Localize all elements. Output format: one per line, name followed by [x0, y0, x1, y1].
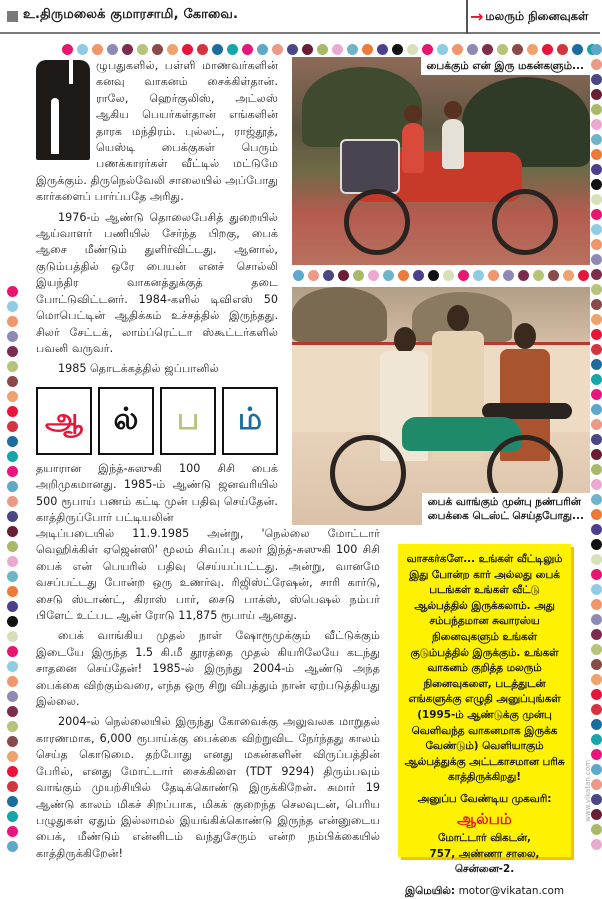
page-header: [0, 0, 600, 34]
article-intro: ழுபதுகளில், பள்ளி மாணவர்களின் கனவு வாகனம் சைக்கிள்தான். ராலே, ஹெர்குலிஸ், அட்லஸ் ஆகிய பெயர்கள்தான் எங்களின் தாரக மந்திரம். புல்லட், ராஜ்தூத், யெஸ்டி பைக்குகள் பெரும் பணக்காரர்கள் வீட்டில் மட்டுமே இருக்கும். திருநெல்வேலி சாலையில் அப்போது கார்களைப் பார்ப்பதே அரிது.: [36, 59, 278, 204]
decorative-dot: [7, 676, 18, 687]
decorative-dot: [591, 554, 602, 565]
decorative-dot: [152, 44, 163, 55]
decorative-dot: [7, 556, 18, 567]
decorative-dot: [591, 164, 602, 175]
decorative-dot: [591, 524, 602, 535]
photo-caption: பைக்கும் என் இரு மகன்களும்...: [421, 57, 591, 75]
decorative-dot: [591, 794, 602, 805]
decorative-dot: [482, 44, 493, 55]
decorative-dot: [591, 539, 602, 550]
decorative-dot: [591, 569, 602, 580]
decorative-dot: [467, 44, 478, 55]
decorative-dot: [323, 270, 334, 281]
decorative-dot: [383, 270, 394, 281]
author-byline: உ.திருமலைக் குமாரசாமி, கோவை.: [23, 7, 239, 22]
header-divider: [466, 0, 468, 34]
decorative-dot: [422, 44, 433, 55]
photo-caption-line: பைக்கை டெஸ்ட் செய்தபோது...: [427, 510, 584, 522]
decorative-dot: [227, 44, 238, 55]
photo-caption-line: பைக் வாங்கும் முன்பு நண்பரின்: [427, 496, 581, 508]
article-paragraph-4: பைக் வாங்கிய முதல் நாள் ஷோரூமுக்கும் வீட்டுக்கும் இடையே இருந்த 1.5 கி.மீ தூரத்தை முதல் கியரிலேயே கடந்து சாதனை செய்தேன்! 1985-ல் இருந்து 2004-ம் ஆண்டு அந்த பைக்கை விற்கும்வரை, எந்த ஒரு சிறு விபத்தும் நான் ஏற்படுத்தியது இல்லை.: [36, 629, 380, 709]
decorative-dot: [591, 359, 602, 370]
photo-test-ride-friends: [292, 287, 590, 525]
decorative-dot: [591, 764, 602, 775]
album-brand: ஆல்பம்: [457, 809, 512, 828]
decorative-dot: [137, 44, 148, 55]
photo-bike-with-sons: [292, 57, 590, 265]
decorative-dot: [503, 270, 514, 281]
decorative-dot: [122, 44, 133, 55]
decorative-dot: [591, 254, 602, 265]
decorative-dot: [591, 299, 602, 310]
decorative-dot: [7, 541, 18, 552]
section-title: [470, 9, 588, 25]
decorative-dot: [7, 481, 18, 492]
article-paragraph-5: 2004-ல் நெல்லையில் இருந்து கோவைக்கு அலுவலக மாறுதல் காரணமாக, 6,000 ரூபாய்க்கு பைக்கை விற்றுவிட நேர்ந்தது காலம் செய்த கொடுமை. தற்போது எனது மகன்களின் விருப்பத்தின் பேரில், எனது மோட்டார் சைக்கிளை (TDT 9294) திரும்பவும் வாங்கும் முயற்சியில் தேடிக்கொண்டு இருக்கிறேன். சுமார் 19 ஆண்டு காலம் மிகச் சிறப்பாக, மிகக் குறைந்த செலவுடன், பெரிய பழுதுகள் ஏதும் இல்லாமல் இயங்கிக்கொண்டு இருந்த என்னுடைய பைக், மீண்டும் என்னிடம் வந்துசேரும் என்ற நம்பிக்கையில் காத்திருக்கிறேன்!: [36, 715, 380, 860]
album-logo: [36, 387, 278, 455]
decorative-dot: [591, 674, 602, 685]
decorative-dot: [7, 421, 18, 432]
decorative-dot: [591, 149, 602, 160]
decorative-dot: [7, 811, 18, 822]
email-line: [404, 884, 565, 899]
decorative-dot: [591, 284, 602, 295]
decorative-dot: [542, 44, 553, 55]
album-letter: ம்: [237, 401, 263, 437]
decorative-dot: [591, 224, 602, 235]
article-paragraph-3-wide: அடிப்படையில் 11.9.1985 அன்று, 'நெல்லை மோட்டார் வெஹிக்கிள் ஏஜென்ஸி' மூலம் சிவப்பு கலர் இந்த்-சுஸுகி 100 சிசி பைக் என் பெயரில் பதிவு செய்யப்பட்டது. அன்று, வானமே வசப்பட்டது போன்ற ஒரு உணர்வு. ரிஜிஸ்ட்ரேஷன், சாரி கார்டு, சைடு ஸ்டாண்ட், கிராஸ் பார், சைடு பாக்ஸ், ஸ்பெஷல் நம்பர் பிளேட் உட்பட ஆன் ரோடு 11,875 ரூபாய் ஆனது.: [36, 527, 380, 623]
decorative-dots-top: [62, 44, 598, 55]
decorative-dot: [591, 179, 602, 190]
decorative-dot: [7, 391, 18, 402]
decorative-dot: [377, 44, 388, 55]
decorative-dot: [533, 270, 544, 281]
watermark: www.vikatan.com: [584, 760, 592, 822]
decorative-dot: [7, 751, 18, 762]
decorative-dot: [7, 301, 18, 312]
article-paragraph-2: 1976-ம் ஆண்டு தொலைபேசித் துறையில் ஆய்வாளர் பணியில் சேர்ந்த பிறகு, பைக் ஆசை மீண்டும் துளிர்விட்டது. ஆனால், குடும்பத்தில் ஒரே பையன் எனச் சொல்லி இயந்திர வாகனத்துக்குத் தடை போட்டுவிட்டனர். 1984-களில் டிவிஎஸ் 50 மொபெட்டின் ஆதிக்கம் உச்சத்தில் இருந்தது. சிலர் சேட்டக், லாம்ப்ரெட்டா ஸ்கூட்டர்களில் பவனி வருவர்.: [36, 210, 278, 355]
decorative-dot: [7, 571, 18, 582]
decorative-dot: [242, 44, 253, 55]
decorative-dot: [398, 270, 409, 281]
square-bullet-icon: [7, 11, 18, 22]
decorative-dot: [7, 496, 18, 507]
article-column: [36, 58, 278, 382]
email-label: இமெயில்:: [405, 884, 456, 897]
decorative-dot: [591, 839, 602, 850]
decorative-dots-left: [7, 286, 18, 852]
decorative-dot: [332, 44, 343, 55]
address-line-1: மோட்டார் விகடன்,: [438, 832, 531, 845]
decorative-dot: [572, 44, 583, 55]
decorative-dot: [362, 44, 373, 55]
decorative-dot: [497, 44, 508, 55]
decorative-dot: [591, 479, 602, 490]
decorative-dot: [272, 44, 283, 55]
decorative-dot: [591, 74, 602, 85]
decorative-dot: [92, 44, 103, 55]
decorative-dot: [368, 270, 379, 281]
decorative-dot: [7, 826, 18, 837]
decorative-dot: [591, 419, 602, 430]
album-letter: ஆ: [45, 401, 83, 437]
decorative-dot: [591, 329, 602, 340]
decorative-dot: [7, 721, 18, 732]
section-title-text: மலரும் நினைவுகள்: [485, 9, 589, 23]
decorative-dot: [7, 841, 18, 852]
decorative-dot: [287, 44, 298, 55]
decorative-dot: [7, 646, 18, 657]
decorative-dots-right: [591, 44, 602, 850]
decorative-dot: [443, 270, 454, 281]
decorative-dot: [548, 270, 559, 281]
decorative-dot: [591, 119, 602, 130]
decorative-dot: [257, 44, 268, 55]
decorative-dot: [591, 389, 602, 400]
decorative-dot: [591, 59, 602, 70]
decorative-dot: [557, 44, 568, 55]
article-wide-column: [36, 526, 380, 866]
decorative-dot: [591, 659, 602, 670]
decorative-dot: [7, 706, 18, 717]
address-line-2: 757, அண்ணா சாலை, சென்னை-2.: [429, 847, 540, 876]
decorative-dot: [591, 464, 602, 475]
decorative-dot: [353, 270, 364, 281]
decorative-dot: [347, 44, 358, 55]
decorative-dot: [591, 704, 602, 715]
decorative-dot: [591, 749, 602, 760]
decorative-dot: [591, 104, 602, 115]
article-paragraph-3-start: 1985 தொடக்கத்தில் ஜப்பானில்: [58, 362, 219, 376]
decorative-dot: [591, 779, 602, 790]
decorative-dot: [7, 691, 18, 702]
decorative-dot: [62, 44, 73, 55]
decorative-dot: [591, 449, 602, 460]
decorative-dot: [7, 631, 18, 642]
decorative-dot: [591, 344, 602, 355]
decorative-dot: [591, 599, 602, 610]
decorative-dot: [7, 616, 18, 627]
decorative-dot: [7, 796, 18, 807]
decorative-dot: [107, 44, 118, 55]
decorative-dot: [428, 270, 439, 281]
decorative-dot: [338, 270, 349, 281]
album-letter-box: [36, 387, 92, 455]
decorative-dot: [591, 239, 602, 250]
decorative-dot: [591, 434, 602, 445]
decorative-dot: [302, 44, 313, 55]
decorative-dot: [591, 644, 602, 655]
decorative-dot: [488, 270, 499, 281]
decorative-dot: [591, 734, 602, 745]
decorative-dot: [212, 44, 223, 55]
decorative-dot: [182, 44, 193, 55]
decorative-dot: [591, 194, 602, 205]
decorative-dot: [7, 316, 18, 327]
decorative-dot: [77, 44, 88, 55]
decorative-dot: [591, 824, 602, 835]
decorative-dot: [7, 406, 18, 417]
decorative-dot: [308, 270, 319, 281]
decorative-dot: [591, 314, 602, 325]
decorative-dot: [512, 44, 523, 55]
decorative-dot: [7, 781, 18, 792]
decorative-dot: [452, 44, 463, 55]
decorative-dot: [7, 331, 18, 342]
decorative-dot: [7, 601, 18, 612]
decorative-dot: [591, 719, 602, 730]
album-letter-box: [222, 387, 278, 455]
decorative-dot: [591, 134, 602, 145]
decorative-dot: [591, 209, 602, 220]
decorative-dot: [591, 509, 602, 520]
decorative-dot: [563, 270, 574, 281]
decorative-dot: [7, 376, 18, 387]
decorative-dot: [591, 494, 602, 505]
decorative-dot: [7, 361, 18, 372]
decorative-dot: [7, 286, 18, 297]
decorative-dot: [7, 736, 18, 747]
decorative-dot: [7, 766, 18, 777]
album-letter: ப: [176, 401, 200, 437]
decorative-dots-middle: [293, 270, 589, 281]
decorative-dot: [7, 586, 18, 597]
decorative-dot: [591, 89, 602, 100]
decorative-dot: [591, 374, 602, 385]
decorative-dot: [458, 270, 469, 281]
decorative-dot: [7, 451, 18, 462]
dropcap-letter: [36, 60, 90, 160]
decorative-dot: [7, 346, 18, 357]
decorative-dot: [407, 44, 418, 55]
photo-caption: [422, 493, 590, 525]
decorative-dot: [7, 466, 18, 477]
decorative-dot: [293, 270, 304, 281]
email-link[interactable]: motor@vikatan.com: [458, 884, 564, 897]
decorative-dot: [413, 270, 424, 281]
album-letter: ல்: [113, 401, 139, 437]
album-letter-box: [98, 387, 154, 455]
album-letter-box: [160, 387, 216, 455]
decorative-dot: [437, 44, 448, 55]
decorative-dot: [317, 44, 328, 55]
decorative-dot: [591, 809, 602, 820]
article-paragraph-3-continued: தயாரான இந்த்-சுஸுகி 100 சிசி பைக் அறிமுகமானது. 1985-ம் ஆண்டு ஜனவரியில் 500 ரூபாய் பணம் கட்டி முன் பதிவு செய்தேன். காத்திருப்போர் பட்டியலின்: [36, 462, 278, 525]
decorative-dot: [518, 270, 529, 281]
decorative-dot: [591, 614, 602, 625]
decorative-dot: [591, 44, 602, 55]
decorative-dot: [473, 270, 484, 281]
decorative-dot: [392, 44, 403, 55]
decorative-dot: [7, 436, 18, 447]
decorative-dot: [197, 44, 208, 55]
decorative-dot: [7, 526, 18, 537]
decorative-dot: [7, 511, 18, 522]
decorative-dot: [591, 689, 602, 700]
decorative-dot: [7, 661, 18, 672]
decorative-dot: [527, 44, 538, 55]
decorative-dot: [591, 584, 602, 595]
reader-callout-box: [398, 544, 571, 897]
decorative-dot: [167, 44, 178, 55]
decorative-dot: [591, 404, 602, 415]
decorative-dot: [578, 270, 589, 281]
decorative-dot: [591, 629, 602, 640]
decorative-dot: [591, 269, 602, 280]
address-label: அனுப்ப வேண்டிய முகவரி:: [417, 792, 552, 805]
callout-body: வாசகர்களே... உங்கள் வீட்டிலும் இது போன்ற கார் அல்லது பைக் படங்கள் உங்கள் வீட்டு ஆல்பத்தில் இருக்கலாம். அது சம்பந்தமான சுவாரஸ்ய நினைவுகளும் உங்கள் குடும்பத்தில் இருக்கும். உங்கள் வாகனம் குறித்த மலரும் நினைவுகளை, படத்துடன் எங்களுக்கு எழுதி அனுப்புங்கள் (1995-ம் ஆண்டுக்கு முன்பு வெளிவந்த வாகனமாக இருக்க வேண்டும்) வெளியாகும் ஆல்பத்துக்கு அட்டகாசமான பரிசு காத்திருக்கிறது!: [404, 553, 565, 784]
arrow-right-icon: →: [470, 7, 484, 26]
